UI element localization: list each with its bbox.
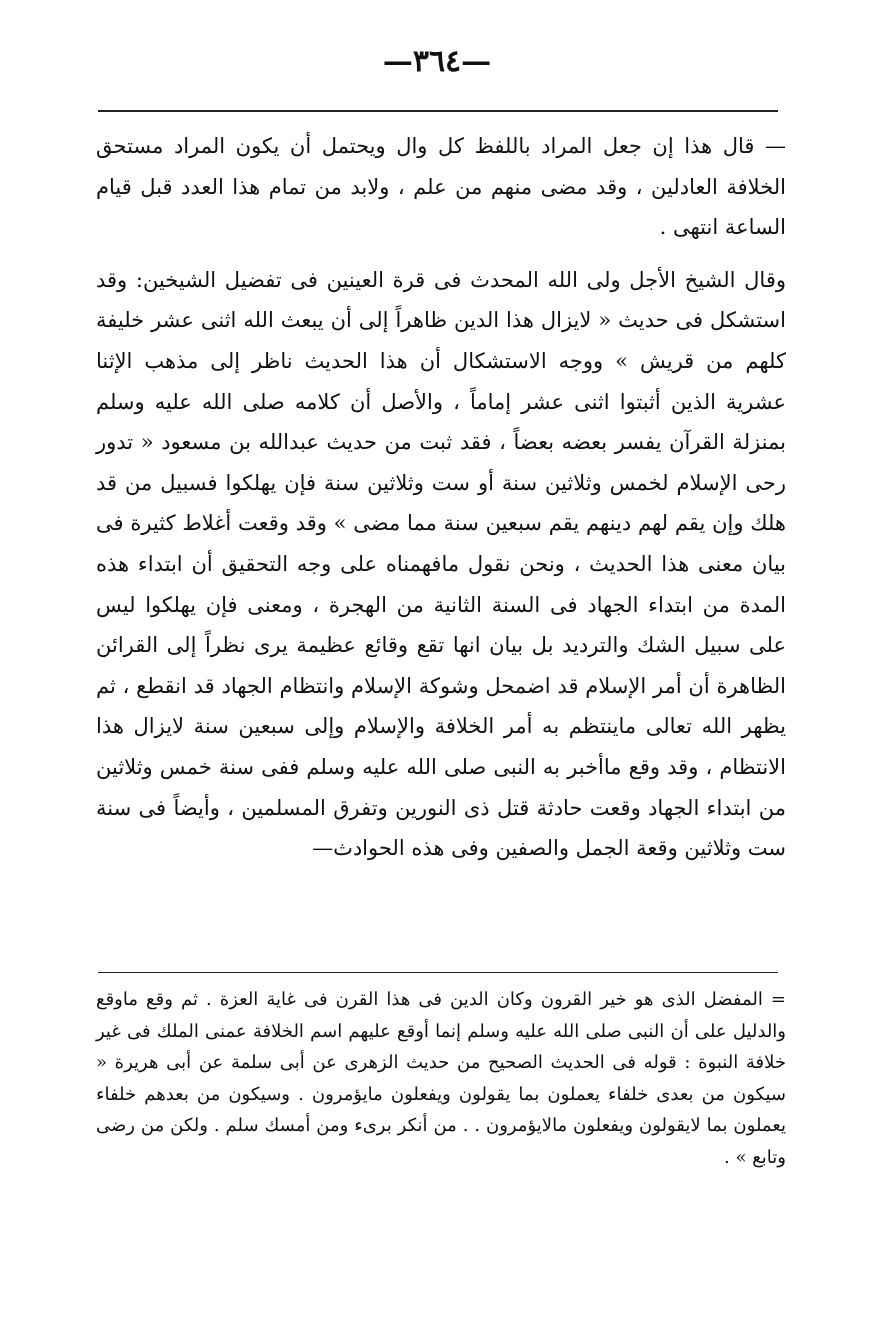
footnote: = المفضل الذى هو خير القرون وكان الدين فى هذا القرن فى غاية العزة . ثم وقع ماوقع والدليل على أن النبى صلى الله عليه وسلم إنما أوقع عليهم اسم الخلافة عمنى الملك فى غير خلافة النبوة : قوله فى الحديث الصحيح من حديث الزهرى عن أبى سلمة عن أبى هريرة « سيكون من بعدى خلفاء يعملون بما يقولون ويفعلون مايؤمرون . وسيكون من بعدهم خلفاء يعملون بما لايقولون ويفعلون مالايؤمرون . . من أنكر برىء ومن أمسك سلم . ولكن من رضى وتابع » .	[96, 989, 786, 1168]
header-rule	[98, 110, 778, 112]
paragraph: وقال الشيخ الأجل ولى الله المحدث فى قرة العينين فى تفضيل الشيخين: وقد استشكل فى حديث « لايزال هذا الدين ظاهراً إلى أن يبعث الله اثنى عشر خليفة كلهم من قريش » ووجه الاستشكال أن هذا الحديث ناظر إلى مذهب الإثنا عشرية الذين أثبتوا اثنى عشر إماماً ، والأصل أن كلامه صلى الله عليه وسلم بمنزلة القرآن يفسر بعضه بعضاً ، فقد ثبت من حديث عبدالله بن مسعود « تدور رحى الإسلام لخمس وثلاثين سنة أو ست وثلاثين سنة فإن يهلكوا فسبيل من قد هلك وإن يقم لهم دينهم يقم سبعين سنة مما مضى » وقد وقعت أغلاط كثيرة فى بيان معنى هذا الحديث ، ونحن نقول مافهمناه على وجه التحقيق أن ابتداء هذه المدة من ابتداء الجهاد فى السنة الثانية من الهجرة ، ومعنى فإن يهلكوا ليس على سبيل الشك والترديد بل بيان انها تقع وقائع عظيمة يرى نظراً إلى القرائن الظاهرة أن أمر الإسلام قد اضمحل وشوكة الإسلام وانتظام الجهاد قد انقطع ، ثم يظهر الله تعالى ماينتظم به أمر الخلافة والإسلام وإلى سبعين سنة لايزال هذا الانتظام ، وقد وقع ماأخبر به النبى صلى الله عليه وسلم ففى سنة خمس وثلاثين من ابتداء الجهاد وقعت حادثة قتل ذى النورين وتفرق المسلمين ، وأيضاً فى سنة ست وثلاثين وقعة الجمل والصفين وفى هذه الحوادث—	[96, 267, 786, 861]
paragraph: — قال هذا إن جعل المراد باللفظ كل وال ويحتمل أن يكون المراد مستحق الخلافة العادلين ، وقد مضى منهم من علم ، ولابد من تمام هذا العدد قبل قيام الساعة انتهى .	[96, 134, 786, 240]
main-text	[96, 126, 786, 869]
footnote-rule	[98, 972, 778, 973]
page-number: —٣٦٤—	[382, 44, 492, 79]
footnotes	[96, 984, 786, 1173]
